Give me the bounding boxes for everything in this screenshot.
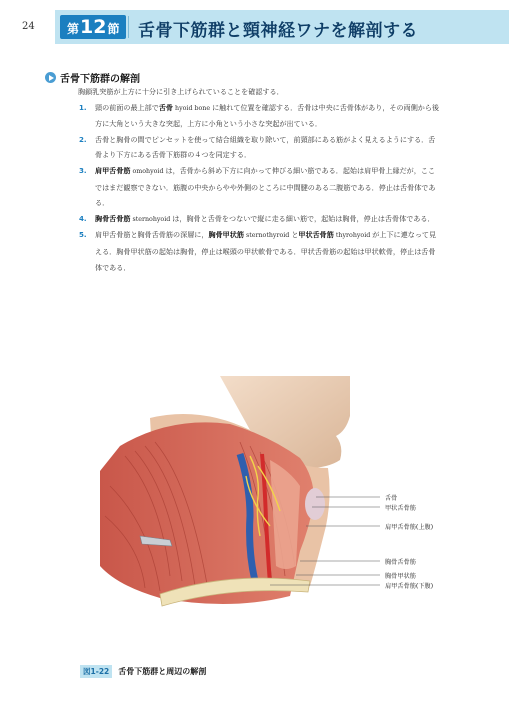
term-thyrohyoid: 甲状舌骨筋 [298, 230, 334, 240]
section-badge [60, 15, 126, 39]
list-item-5: 5. 肩甲舌骨筋と胸骨舌骨筋の深層に，胸骨甲状筋 sternothyroid と甲状舌骨筋 thyrohyoid が上下に連なって見える．胸骨甲状筋の起始は胸骨，停止は喉頭の甲状軟骨である．甲状舌骨筋の起始は甲状軟骨，停止は舌骨体である． [76, 227, 442, 275]
thyroid-cartilage [305, 488, 325, 520]
intro-paragraph: 胸鎖乳突筋が上方に十分に引き上げられていることを確認する． [78, 87, 284, 96]
section-suffix: 節 [107, 22, 120, 36]
subsection-heading [45, 70, 140, 85]
figure-caption-text: 舌骨下筋群と周辺の解剖 [118, 667, 207, 676]
term-hyoid: 舌骨 [158, 102, 174, 112]
item-number: 2. [79, 134, 87, 144]
list-item-1: 1. 頸の前面の最上部で舌骨 hyoid bone に触れて位置を確認する．舌骨は中央に舌骨体があり，その両側から後方に大角という大きな突起，上方に小角という小さな突起が出ている． [76, 100, 442, 132]
section-prefix: 第 [67, 22, 80, 36]
list-item-4: 4. 胸骨舌骨筋 sternohyoid は，胸骨と舌骨をつないで縦に走る細い筋で，起始は胸骨，停止は舌骨体である． [76, 211, 442, 228]
figure-caption [80, 665, 206, 678]
item-number: 5. [79, 230, 87, 240]
body-text [76, 84, 442, 275]
figure-number: 図1-22 [80, 665, 112, 678]
term-sternohyoid: 胸骨舌骨筋 [95, 213, 131, 223]
list-item-2: 2. 舌骨と胸骨の間でピンセットを使って結合組織を取り除いて，前頸部にある筋がよく見えるようにする．舌骨より下方にある舌骨下筋群の４つを同定する． [76, 132, 442, 163]
term-sternothyroid: 胸骨甲状筋 [208, 230, 244, 240]
item-number: 1. [79, 102, 87, 112]
item-number: 3. [79, 165, 87, 175]
neck-dissection-drawing [100, 376, 350, 632]
anatomy-illustration [100, 376, 350, 632]
list-item-3: 3. 肩甲舌骨筋 omohyoid は，舌骨から斜め下方に向かって伸びる細い筋である．起始は肩甲骨上縁だが，ここではまだ観察できない．筋腹の中央からやや外側のところに中間腱のある二腹筋である．停止は舌骨体である． [76, 163, 442, 211]
header-divider [128, 16, 129, 38]
figure-label-sternohyoid: 胸骨舌骨筋 [385, 559, 416, 566]
term-omohyoid: 肩甲舌骨筋 [95, 165, 131, 175]
section-number: 12 [80, 16, 107, 38]
figure-label-omohyoid-superior: 肩甲舌骨筋(上腹) [385, 524, 434, 531]
subsection-title: 舌骨下筋群の解剖 [60, 74, 140, 85]
figure-label-thyrohyoid: 甲状舌骨筋 [385, 505, 416, 512]
page-number: 24 [22, 21, 35, 32]
item-number: 4. [79, 213, 87, 223]
page-header [0, 10, 509, 44]
figure-label-sternothyroid: 胸骨甲状筋 [385, 573, 416, 580]
section-title: 舌骨下筋群と頸神経ワナを解剖する [138, 21, 418, 41]
figure-label-hyoid: 舌骨 [385, 495, 398, 502]
figure-label-omohyoid-inferior: 肩甲舌骨筋(下腹) [385, 583, 434, 590]
play-bullet-icon [45, 72, 56, 83]
